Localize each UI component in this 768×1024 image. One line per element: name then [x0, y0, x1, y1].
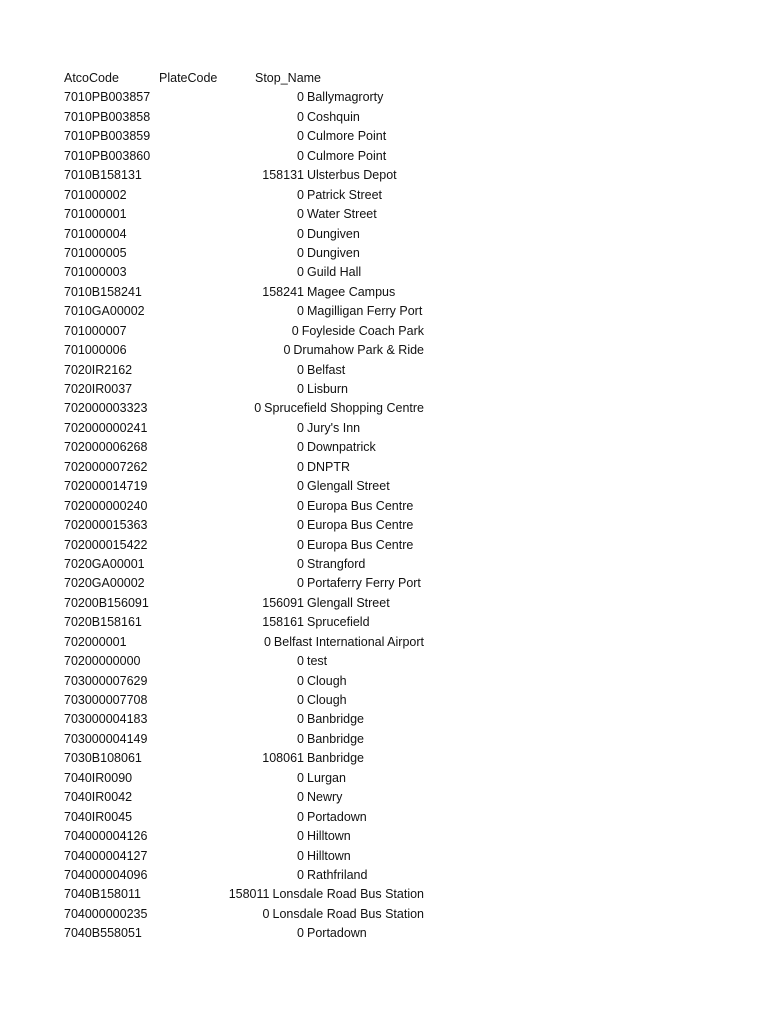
table-row	[64, 652, 424, 671]
plate-code-cell: 158241	[262, 284, 304, 299]
stop-name-cell: Dungiven	[307, 226, 360, 241]
table-row	[64, 127, 424, 146]
stop-name-cell: Clough	[307, 693, 347, 707]
atco-code-cell: 7010PB003857	[64, 90, 151, 105]
plate-code-cell: 0	[297, 790, 304, 805]
stop-name-cell: Lisburn	[307, 382, 348, 396]
atco-code-cell: 70200B156091	[64, 595, 149, 610]
plate-code-cell: 0	[297, 420, 304, 435]
plate-code-cell: 0	[297, 498, 304, 513]
table-row	[64, 283, 424, 302]
table-row	[64, 633, 424, 652]
stop-name-cell: Europa Bus Centre	[307, 518, 414, 533]
plate-code-cell: 0	[297, 576, 304, 591]
atco-code-cell: 7040B558051	[64, 926, 142, 941]
stop-name-cell: Europa Bus Centre	[307, 498, 414, 513]
table-row	[64, 574, 424, 593]
stop-name-cell: test	[307, 654, 328, 669]
stop-name-cell: Portadown	[307, 809, 367, 824]
stop-name-cell: Lonsdale Road Bus Station	[272, 887, 424, 902]
atco-code-cell: 7010PB003859	[64, 129, 151, 144]
plate-code-cell: 0	[297, 459, 304, 474]
table-row	[64, 905, 424, 924]
table-row	[64, 147, 424, 166]
stop-name-cell: Belfast	[307, 362, 346, 377]
table-row	[64, 885, 424, 904]
table-row	[64, 361, 424, 380]
plate-code-cell: 0	[297, 226, 304, 241]
table-row	[64, 788, 424, 807]
stop-name-cell: Culmore Point	[307, 148, 387, 163]
atco-code-cell: 702000007262	[64, 459, 148, 474]
stop-name-cell: Magilligan Ferry Port	[307, 304, 423, 319]
atco-code-cell: 7040B158011	[64, 887, 141, 902]
stop-name-cell: Newry	[307, 790, 343, 805]
plate-code-cell: 0	[262, 906, 270, 921]
plate-code-cell: 0	[254, 401, 262, 416]
table-row	[64, 244, 424, 263]
table-row	[64, 419, 424, 438]
atco-code-cell: 701000001	[64, 207, 127, 222]
plate-code-cell: 0	[297, 673, 304, 688]
plate-code-cell: 156091	[262, 595, 304, 610]
atco-code-cell: 704000004096	[64, 867, 148, 882]
stop-name-cell: Hilltown	[307, 848, 351, 863]
plate-code-cell: 0	[297, 518, 304, 533]
table-row	[64, 730, 424, 749]
stop-name-cell: Strangford	[307, 556, 366, 571]
table-row	[64, 749, 424, 768]
table-row	[64, 225, 424, 244]
stop-name-cell: Banbridge	[307, 751, 364, 766]
table-row	[64, 477, 424, 496]
table-header-row	[64, 69, 424, 88]
stop-name-cell: Downpatrick	[307, 440, 376, 455]
plate-code-cell: 0	[297, 207, 304, 222]
stop-name-cell: Lurgan	[307, 770, 346, 785]
plate-code-cell: 0	[297, 129, 304, 144]
plate-code-cell: 0	[263, 634, 271, 649]
table-row	[64, 769, 424, 788]
atco-code-cell: 7010GA00002	[64, 304, 145, 319]
stop-name-cell: Foyleside Coach Park	[301, 323, 424, 338]
table-row	[64, 438, 424, 457]
atco-code-cell: 702000015422	[64, 537, 148, 552]
table-row	[64, 536, 424, 555]
plate-code-cell: 0	[297, 187, 304, 202]
stop-name-cell: Magee Campus	[307, 284, 396, 299]
plate-code-cell: 0	[297, 440, 304, 455]
stop-name-cell: Europa Bus Centre	[307, 537, 414, 552]
stop-name-cell: Hilltown	[307, 829, 351, 844]
atco-code-cell: 704000004126	[64, 829, 148, 844]
stop-name-cell: Ballymagrorty	[307, 90, 384, 105]
atco-code-cell: 702000006268	[64, 440, 148, 455]
atco-code-cell: 702000015363	[64, 518, 148, 533]
plate-code-cell: 158161	[262, 615, 304, 630]
stop-name-cell: Portadown	[307, 926, 367, 941]
table-row	[64, 827, 424, 846]
table-row	[64, 924, 424, 943]
table-row	[64, 380, 424, 399]
table-row	[64, 555, 424, 574]
atco-code-cell: 703000007708	[64, 693, 148, 707]
table-row	[64, 497, 424, 516]
atco-code-cell: 701000004	[64, 226, 127, 241]
stop-name-cell: Portaferry Ferry Port	[307, 576, 421, 591]
header-stop-name: Stop_Name	[255, 71, 322, 85]
plate-code-cell: 158011	[228, 887, 270, 902]
table-row	[64, 866, 424, 885]
atco-code-cell: 701000003	[64, 265, 127, 280]
atco-code-cell: 704000004127	[64, 848, 148, 863]
stop-name-cell: Banbridge	[307, 712, 364, 727]
table-row	[64, 341, 424, 360]
atco-code-cell: 702000000240	[64, 498, 148, 513]
atco-code-cell: 702000001	[64, 634, 127, 649]
stop-name-cell: Culmore Point	[307, 129, 387, 144]
plate-code-cell: 0	[283, 343, 291, 358]
atco-code-cell: 702000000241	[64, 420, 148, 435]
stop-name-cell: Lonsdale Road Bus Station	[272, 906, 424, 921]
table-row	[64, 691, 424, 710]
plate-code-cell: 0	[297, 90, 304, 105]
atco-code-cell: 703000004183	[64, 712, 148, 727]
atco-code-cell: 7020B158161	[64, 615, 142, 630]
plate-code-cell: 0	[297, 867, 304, 882]
table-row	[64, 672, 424, 691]
plate-code-cell: 0	[297, 770, 304, 785]
stop-name-cell: Dungiven	[307, 245, 360, 260]
atco-code-cell: 701000005	[64, 245, 127, 260]
atco-code-cell: 7010PB003858	[64, 109, 151, 124]
stop-name-cell: Sprucefield Shopping Centre	[264, 401, 424, 416]
plate-code-cell: 0	[297, 148, 304, 163]
table-row	[64, 613, 424, 632]
stop-name-cell: Guild Hall	[307, 265, 362, 280]
plate-code-cell: 0	[297, 712, 304, 727]
plate-code-cell: 0	[297, 654, 304, 669]
plate-code-cell: 0	[297, 479, 304, 494]
plate-code-cell: 0	[297, 809, 304, 824]
plate-code-cell: 0	[297, 731, 304, 746]
atco-code-cell: 703000007629	[64, 673, 148, 688]
table-row	[64, 205, 424, 224]
plate-code-cell: 0	[297, 245, 304, 260]
atco-code-cell: 70200000000	[64, 654, 141, 669]
plate-code-cell: 0	[297, 109, 304, 124]
atco-code-cell: 701000006	[64, 343, 127, 358]
header-plate-code: PlateCode	[159, 71, 218, 85]
table-row	[64, 458, 424, 477]
plate-code-cell: 0	[297, 382, 304, 396]
atco-code-cell: 7020IR2162	[64, 362, 133, 377]
plate-code-cell: 0	[297, 926, 304, 941]
plate-code-cell: 0	[297, 304, 304, 319]
table-row	[64, 847, 424, 866]
atco-code-cell: 7020IR0037	[64, 382, 133, 396]
plate-code-cell: 0	[297, 362, 304, 377]
table-row	[64, 263, 424, 282]
stop-name-cell: Ulsterbus Depot	[307, 168, 397, 183]
table-row	[64, 399, 424, 418]
plate-code-cell: 0	[297, 537, 304, 552]
atco-code-cell: 701000007	[64, 323, 127, 338]
atco-code-cell: 702000003323	[64, 401, 148, 416]
stop-name-cell: Water Street	[307, 207, 377, 222]
atco-code-cell: 704000000235	[64, 906, 148, 921]
atco-code-cell: 7010PB003860	[64, 148, 151, 163]
stop-name-cell: Drumahow Park & Ride	[293, 343, 424, 358]
atco-code-cell: 7020GA00002	[64, 576, 145, 591]
stops-table	[64, 69, 424, 944]
table-row	[64, 516, 424, 535]
table-row	[64, 186, 424, 205]
plate-code-cell: 0	[297, 556, 304, 571]
stop-name-cell: Glengall Street	[307, 479, 390, 494]
stop-name-cell: Patrick Street	[307, 187, 383, 202]
table-row	[64, 302, 424, 321]
stop-name-cell: Sprucefield	[307, 615, 370, 630]
atco-code-cell: 7020GA00001	[64, 556, 145, 571]
atco-code-cell: 7010B158241	[64, 284, 142, 299]
plate-code-cell: 0	[297, 829, 304, 844]
table-row	[64, 88, 424, 107]
table-row	[64, 322, 424, 341]
atco-code-cell: 701000002	[64, 187, 127, 202]
atco-code-cell: 7040IR0042	[64, 790, 133, 805]
table-row	[64, 710, 424, 729]
atco-code-cell: 7030B108061	[64, 751, 142, 766]
stop-name-cell: DNPTR	[307, 459, 351, 474]
stop-name-cell: Rathfriland	[307, 867, 368, 882]
table-row	[64, 108, 424, 127]
plate-code-cell: 0	[291, 323, 299, 338]
plate-code-cell: 0	[297, 848, 304, 863]
table-body	[64, 88, 424, 943]
table-row	[64, 166, 424, 185]
header-atco-code: AtcoCode	[64, 71, 119, 85]
atco-code-cell: 7040IR0045	[64, 809, 133, 824]
table-row	[64, 594, 424, 613]
stop-name-cell: Banbridge	[307, 731, 364, 746]
plate-code-cell: 158131	[262, 168, 304, 183]
atco-code-cell: 7010B158131	[64, 168, 142, 183]
stop-name-cell: Jury's Inn	[307, 420, 361, 435]
plate-code-cell: 108061	[262, 751, 304, 766]
stop-name-cell: Coshquin	[307, 109, 360, 124]
atco-code-cell: 7040IR0090	[64, 770, 133, 785]
stop-name-cell: Clough	[307, 673, 347, 688]
stop-name-cell: Belfast International Airport	[273, 634, 424, 649]
atco-code-cell: 702000014719	[64, 479, 148, 494]
plate-code-cell: 0	[297, 693, 304, 707]
stop-name-cell: Glengall Street	[307, 595, 390, 610]
table-row	[64, 808, 424, 827]
plate-code-cell: 0	[297, 265, 304, 280]
atco-code-cell: 703000004149	[64, 731, 148, 746]
